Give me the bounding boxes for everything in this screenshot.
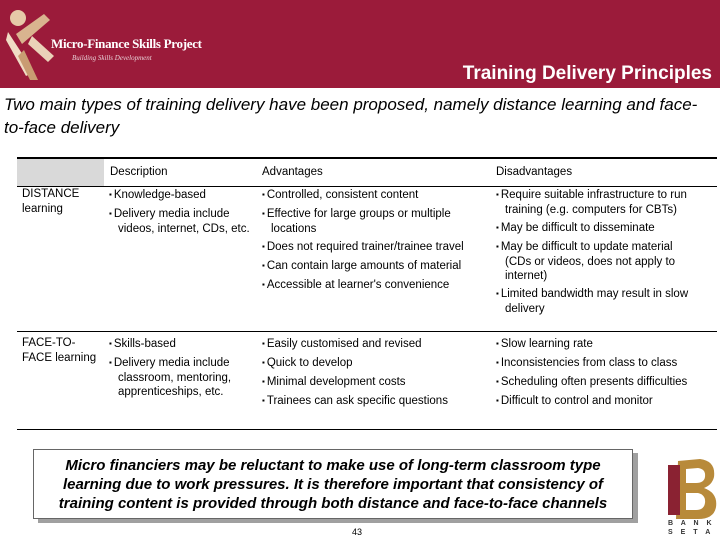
page-number: 43 — [352, 527, 363, 537]
logo-subtitle: Building Skills Development — [72, 54, 152, 62]
list-item: ▪ Delivery media include videos, internet, CDs, etc. — [109, 207, 259, 236]
distance-description-cell — [109, 188, 259, 240]
list-item: ▪ Delivery media include classroom, mentoring, apprenticeships, etc. — [109, 356, 259, 399]
list-item: ▪ Does not required trainer/trainee travel — [262, 240, 490, 255]
header-divider — [17, 186, 717, 187]
list-item: ▪ Trainees can ask specific questions — [262, 394, 490, 409]
list-item: ▪ May be difficult to update material (CDs or videos, does not apply to internet) — [496, 240, 696, 283]
bank-logo-line2: S E T A — [668, 529, 714, 536]
list-item: ▪ Inconsistencies from class to class — [496, 356, 716, 371]
list-item: ▪ May be difficult to disseminate — [496, 221, 696, 236]
logo-title: Micro-Finance Skills Project — [51, 36, 202, 51]
list-item: ▪ Effective for large groups or multiple locations — [262, 207, 490, 236]
list-item: ▪ Minimal development costs — [262, 375, 490, 390]
list-item: ▪ Skills-based — [109, 337, 259, 352]
list-item: ▪ Scheduling often presents difficulties — [496, 375, 716, 390]
list-item: ▪ Easily customised and revised — [262, 337, 490, 352]
face-description-cell — [109, 337, 259, 403]
distance-advantages-cell — [262, 188, 490, 297]
list-item: ▪ Can contain large amounts of material — [262, 259, 490, 274]
list-item: ▪ Knowledge-based — [109, 188, 259, 203]
slide-title: Training Delivery Principles — [462, 63, 712, 84]
callout-box: Micro financiers may be reluctant to make use of long-term classroom type learning due to work pressures. It is therefore important that consistency of training content is provided through both distance and face-to-face channels — [33, 449, 633, 519]
table-corner-cell — [17, 159, 104, 187]
list-item: ▪ Slow learning rate — [496, 337, 716, 352]
face-disadvantages-cell — [496, 337, 716, 413]
list-item: ▪ Controlled, consistent content — [262, 188, 490, 203]
list-item: ▪ Require suitable infrastructure to run training (e.g. computers for CBTs) — [496, 188, 696, 217]
list-item: ▪ Limited bandwidth may result in slow delivery — [496, 287, 696, 316]
row-label-distance: DISTANCE learning — [22, 188, 80, 215]
list-item: ▪ Difficult to control and monitor — [496, 394, 716, 409]
header-bar — [0, 0, 720, 88]
distance-disadvantages-cell — [496, 188, 696, 320]
list-item: ▪ Accessible at learner's convenience — [262, 278, 490, 293]
column-header-description: Description — [110, 166, 168, 178]
face-advantages-cell — [262, 337, 490, 413]
comparison-table — [17, 157, 717, 429]
bank-logo-text — [668, 519, 715, 537]
column-header-advantages: Advantages — [262, 166, 323, 178]
column-header-disadvantages: Disadvantages — [496, 166, 573, 178]
row-label-face-to-face: FACE-TO-FACE learning — [22, 337, 97, 364]
intro-text: Two main types of training delivery have been proposed, namely distance learning and face-to-face delivery — [4, 95, 698, 137]
logo — [4, 6, 202, 82]
row-divider — [17, 331, 717, 332]
bank-logo-line1: B A N K — [668, 520, 715, 527]
list-item: ▪ Quick to develop — [262, 356, 490, 371]
table-bottom-border — [17, 429, 717, 430]
